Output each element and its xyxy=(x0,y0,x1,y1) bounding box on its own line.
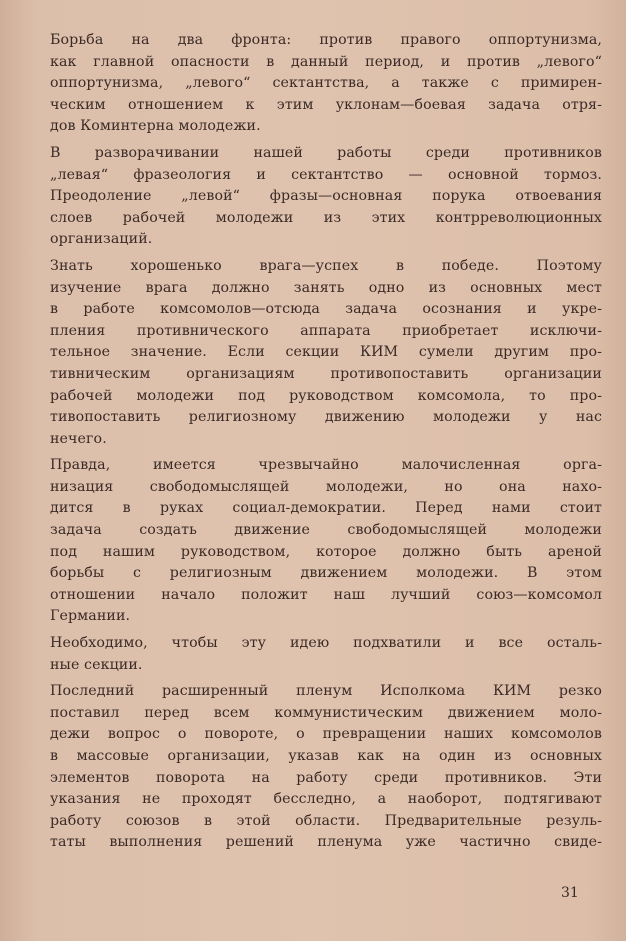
paragraph xyxy=(50,30,602,138)
text-line: элементов поворота на работу среди противников. Эти xyxy=(50,769,602,786)
text-line: рабочей молодежи под руководством комсомола, то про- xyxy=(50,387,602,404)
text-line: ные секции. xyxy=(50,656,143,673)
text-line: поставил перед всем коммунистическим движением моло- xyxy=(50,704,602,721)
text-line: В разворачивании нашей работы среди противников xyxy=(50,144,602,161)
text-line: в работе комсомолов—отсюда задача осознания и укре- xyxy=(50,301,602,318)
text-line: указания не проходят бесследно, а наоборот, подтягивают xyxy=(50,791,602,808)
text-line: изучение врага должно занять одно из основных мест xyxy=(50,279,602,296)
text-line: тельное значение. Если секции КИМ сумели другим про- xyxy=(50,344,602,361)
text-line: борьбы с религиозным движением молодежи. В этом xyxy=(50,565,602,582)
text-line: ческим отношением к этим уклонам—боевая задача отря- xyxy=(50,96,602,113)
text-line: таты выполнения решений пленума уже частично свиде- xyxy=(50,834,602,851)
text-line: дится в руках социал-демократии. Перед нами стоит xyxy=(50,500,602,517)
text-line: дов Коминтерна молодежи. xyxy=(50,118,261,135)
text-line: слоев рабочей молодежи из этих контрреволюционных xyxy=(50,209,602,226)
text-line: задача создать движение свободомыслящей молодежи xyxy=(50,522,602,539)
text-line: Последний расширенный пленум Исполкома КИМ резко xyxy=(50,683,602,700)
paragraph xyxy=(50,256,602,450)
body-text xyxy=(50,30,602,859)
text-line: организаций. xyxy=(50,231,153,248)
text-line: отношении начало положит наш лучший союз—комсомол xyxy=(50,586,602,603)
text-line: работу союзов в этой области. Предварительные резуль- xyxy=(50,812,602,829)
text-line: пления противнического аппарата приобретает исключи- xyxy=(50,322,602,339)
text-line: Необходимо, чтобы эту идею подхватили и все осталь- xyxy=(50,635,602,652)
text-line: Правда, имеется чрезвычайно малочисленная орга- xyxy=(50,457,602,474)
paragraph xyxy=(50,633,602,676)
text-line: Германии. xyxy=(50,608,131,625)
text-line: низация свободомыслящей молодежи, но она нахо- xyxy=(50,478,602,495)
page-number: 31 xyxy=(561,885,579,901)
text-line: под нашим руководством, которое должно быть ареной xyxy=(50,543,602,560)
paragraph xyxy=(50,455,602,628)
text-line: Знать хорошенько врага—успех в победе. Поэтому xyxy=(50,257,602,274)
text-line: дежи вопрос о повороте, о превращении наших комсомолов xyxy=(50,726,602,743)
text-line: тивопоставить религиозному движению молодежи у нас xyxy=(50,409,602,426)
text-line: как главной опасности в данный период, и против „левого“ xyxy=(50,53,602,70)
text-line: в массовые организации, указав как на один из основных xyxy=(50,748,602,764)
text-line: оппортунизма, „левого“ сектантства, а также с примирен- xyxy=(50,75,602,92)
paragraph xyxy=(50,143,602,251)
paragraph xyxy=(50,681,602,854)
text-line: Борьба на два фронта: против правого оппортунизма, xyxy=(50,32,602,48)
text-line: Преодоление „левой“ фразы—основная порука отвоевания xyxy=(50,188,602,205)
text-line: нечего. xyxy=(50,430,107,447)
text-line: „левая“ фразеология и сектантство — основной тормоз. xyxy=(50,166,602,183)
text-line: тивническим организациям противопоставить организации xyxy=(50,365,602,382)
